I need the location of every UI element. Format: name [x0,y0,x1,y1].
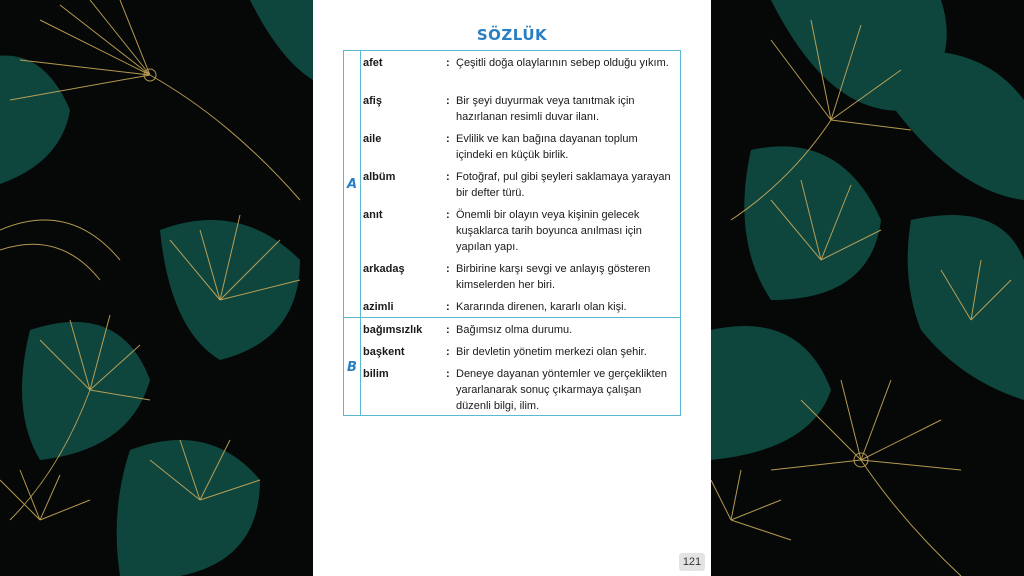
entry-definition: Fotoğraf, pul gibi şeyleri saklamaya yarayan bir defter türü. [456,171,671,199]
entry-colon: : [446,95,450,107]
entry-word: azimli [363,301,394,313]
decorative-background-left [0,0,313,576]
entry-definition: Önemli bir olayın veya kişinin gelecek kuşaklarca tarih boyunca anılması için yapılan yapı. [456,209,642,253]
entry-word: afiş [363,95,382,107]
page-title: SÖZLÜK [476,26,548,44]
entry-word: bilim [363,368,389,380]
entry-definition: Deneye dayanan yöntemler ve gerçeklikten yararlanarak sonuç çıkarmaya çalışan düzenli bilgi, ilim. [456,368,667,412]
glossary-page [313,0,711,576]
entry-colon: : [446,57,450,69]
entry-colon: : [446,368,450,380]
section-a [344,51,680,317]
entry-definition: Birbirine karşı sevgi ve anlayış gösteren kimselerden her biri. [456,263,651,291]
entry-colon: : [446,301,450,313]
entry-colon: : [446,209,450,221]
entry-colon: : [446,133,450,145]
glossary-table [343,50,681,416]
ginkgo-leaf-pattern-right [711,0,1024,576]
decorative-background-right [711,0,1024,576]
entry-definition: Bir devletin yönetim merkezi olan şehir. [456,346,647,358]
entry-word: afet [363,57,383,69]
entry-definition: Bağımsız olma durumu. [456,324,573,336]
section-letter: A [344,51,361,317]
section-b [344,317,680,416]
entry-definition: Bir şeyi duyurmak veya tanıtmak için hazırlanan resimli duvar ilanı. [456,95,635,123]
entry-colon: : [446,346,450,358]
entry-word: bağımsızlık [363,324,423,336]
entry-colon: : [446,171,450,183]
entry-word: arkadaş [363,263,405,275]
entry-word: aile [363,133,382,145]
entry-colon: : [446,324,450,336]
entry-definition: Çeşitli doğa olaylarının sebep olduğu yıkım. [456,57,669,69]
entry-word: anıt [363,209,383,221]
entry-colon: : [446,263,450,275]
entry-word: başkent [363,346,405,358]
entry-definition: Evlilik ve kan bağına dayanan toplum içindeki en küçük birlik. [456,133,638,161]
entry-word: albüm [363,171,396,183]
page-number: 121 [679,553,705,571]
section-letter: B [344,318,361,416]
entry-definition: Kararında direnen, kararlı olan kişi. [456,301,627,313]
ginkgo-leaf-pattern-left [0,0,313,576]
